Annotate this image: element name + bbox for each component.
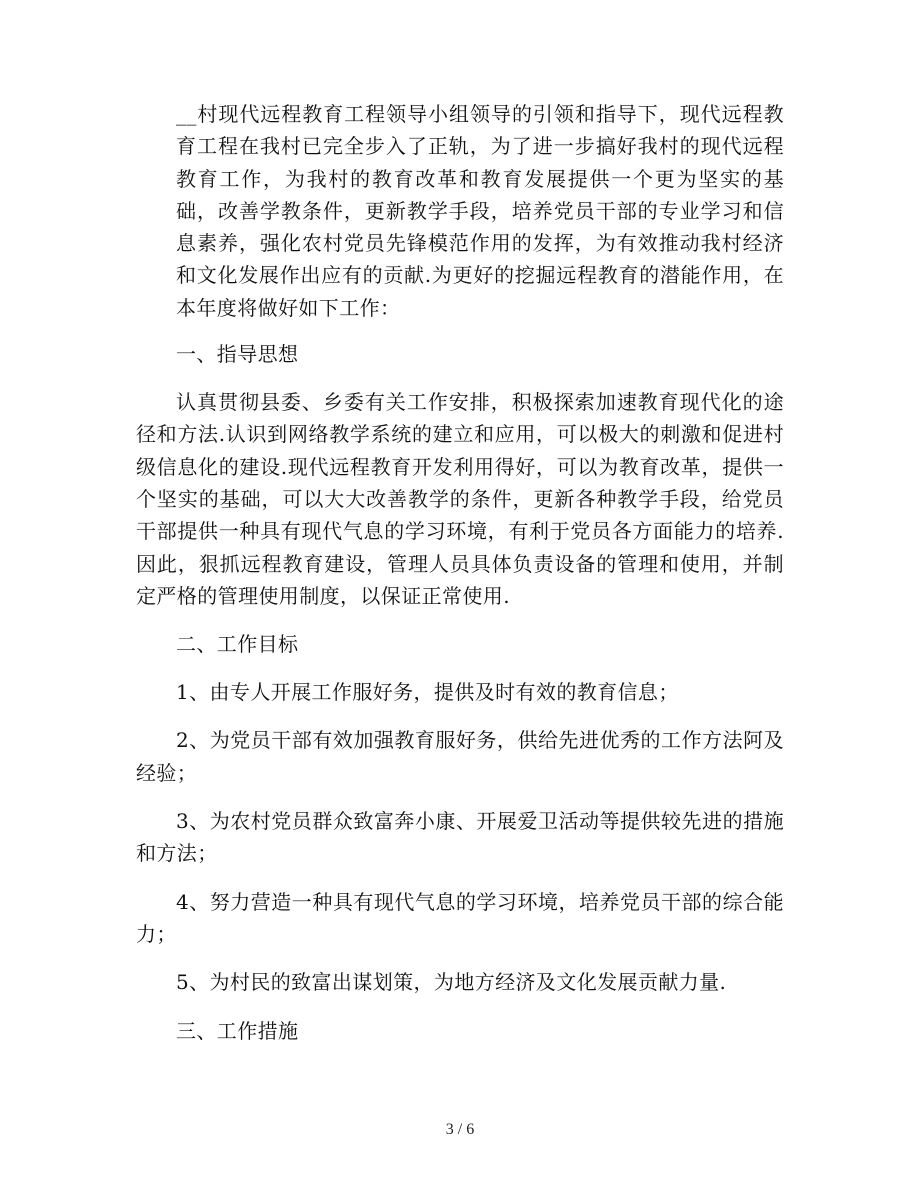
- goal-item-3: 3、为农村党员群众致富奔小康、开展爱卫活动等提供较先进的措施和方法；: [136, 809, 784, 866]
- section-heading-guiding-ideology: 一、指导思想: [176, 342, 299, 367]
- page-number: 3 / 6: [445, 1121, 475, 1138]
- guiding-ideology-paragraph: 认真贯彻县委、乡委有关工作安排，积极探索加速教育现代化的途径和方法.认识到网络教学系统的建立和应用，可以极大的刺激和促进村级信息化的建设.现代远程教育开发利用得好，可以为教育改革，提供一个坚实的基础，可以大大改善教学的条件，更新各种教学手段，给党员干部提供一种具有现代气息的学习环境，有利于党员各方面能力的培养.因此，狠抓远程教育建设，管理人员具体负责设备的管理和使用，并制定严格的管理使用制度，以保证正常使用.: [136, 390, 784, 608]
- section-heading-work-goals: 二、工作目标: [176, 632, 299, 657]
- section-heading-work-measures: 三、工作措施: [176, 1018, 299, 1043]
- goal-item-4: 4、努力营造一种具有现代气息的学习环境，培养党员干部的综合能力；: [136, 889, 784, 946]
- goal-item-1: 1、由专人开展工作服好务，提供及时有效的教育信息；: [176, 680, 679, 705]
- goal-item-2: 2、为党员干部有效加强教育服好务，供给先进优秀的工作方法阿及经验；: [136, 728, 784, 785]
- goal-item-5: 5、为村民的致富出谋划策，为地方经济及文化发展贡献力量.: [176, 970, 727, 995]
- intro-paragraph: __村现代远程教育工程领导小组领导的引领和指导下，现代远程教育工程在我村已完全步入了正轨，为了进一步搞好我村的现代远程教育工作，为我村的教育改革和教育发展提供一个更为坚实的基础，改善学教条件，更新教学手段，培养党员干部的专业学习和信息素养，强化农村党员先锋模范作用的发挥，为有效推动我村经济和文化发展作出应有的贡献.为更好的挖掘远程教育的潜能作用，在本年度将做好如下工作：: [176, 102, 784, 320]
- document-body: [136, 98, 784, 1063]
